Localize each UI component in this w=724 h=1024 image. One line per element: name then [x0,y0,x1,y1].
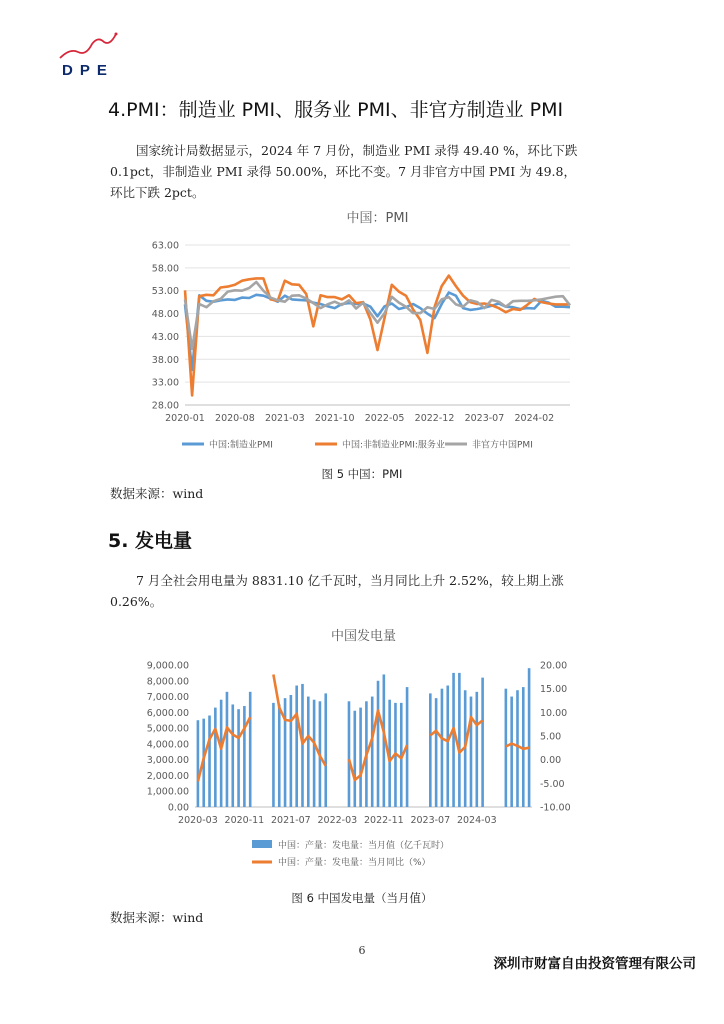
generation-bar [313,700,316,807]
y-tick-label: 28.00 [151,400,179,412]
y-left-tick-label: 1,000.00 [146,786,189,798]
generation-bar [528,668,531,807]
generation-bar [353,711,356,807]
y-right-tick-label: 15.00 [540,684,568,696]
y-left-tick-label: 4,000.00 [146,739,189,751]
generation-bar [446,686,449,807]
y-tick-label: 53.00 [151,286,179,298]
legend-swatch [252,840,272,848]
yoy-line [273,675,325,766]
x-tick-label: 2021-03 [264,413,305,424]
generation-bar [231,704,234,807]
section4-paragraph [110,140,630,203]
series-line [185,293,570,370]
generation-bar [348,701,351,807]
section5-title: 5. 发电量 [108,530,193,552]
y-tick-label: 33.00 [151,377,179,389]
generation-bar [377,681,380,807]
x-tick-label: 2023-07 [464,413,505,424]
y-left-tick-label: 0.00 [167,802,189,814]
pmi-chart-caption: 图 5 中国：PMI [321,467,403,481]
generation-bar [237,709,240,807]
generation-bar [290,695,293,807]
generation-bar [470,697,473,807]
generation-bar [371,697,374,807]
x-tick-label: 2020-03 [178,815,218,826]
x-tick-label: 2020-01 [165,413,205,424]
x-tick-label: 2023-07 [410,815,451,826]
generation-bar [359,708,362,807]
generation-bar [214,708,217,807]
y-right-tick-label: -10.00 [540,802,571,814]
y-left-tick-label: 8,000.00 [146,676,189,688]
chart-title: 中国发电量 [330,629,397,644]
generation-bar [441,689,444,807]
section4-paragraph-line: 环比下跌 2pct。 [110,185,205,200]
x-tick-label: 2024-03 [456,815,497,826]
y-left-tick-label: 3,000.00 [146,755,189,767]
y-right-tick-label: 5.00 [540,731,562,743]
generation-bar [452,673,455,807]
pmi-data-source: 数据来源：wind [110,486,204,501]
power-chart-caption: 图 6 中国发电量（当月值） [291,891,433,905]
generation-bar [226,692,229,807]
legend-label: 中国：产量：发电量：当月值（亿千瓦时） [278,841,450,851]
generation-bar [324,693,327,807]
legend-label: 中国:非制造业PMI:服务业 [342,440,445,451]
section5-paragraph-line: 0.26%。 [110,594,163,609]
generation-bar [278,704,281,807]
y-left-tick-label: 7,000.00 [146,692,189,704]
y-right-tick-label: -5.00 [540,778,565,790]
generation-bar [301,684,304,807]
x-tick-label: 2021-07 [271,815,311,826]
section5-paragraph-line: 7 月全社会用电量为 8831.10 亿千瓦时，当月同比上升 2.52%，较上期上涨 [136,573,564,588]
y-right-tick-label: 10.00 [540,707,568,719]
generation-bar [307,697,310,807]
generation-bar [516,690,519,807]
legend-label: 中国：产量：发电量：当月同比（%） [278,858,431,868]
generation-bar [243,706,246,807]
legend-label: 中国:制造业PMI [209,440,273,451]
y-right-tick-label: 0.00 [540,755,562,767]
y-tick-label: 38.00 [151,354,179,366]
generation-bar [284,698,287,807]
company-name: 深圳市财富自由投资管理有限公司 [493,956,696,972]
generation-bar [220,700,223,807]
page-number: 6 [358,944,366,957]
generation-bar [208,715,211,807]
x-tick-label: 2022-03 [317,815,358,826]
section4-paragraph-line: 0.1pct，非制造业 PMI 录得 50.00%，环比不变。7 月非官方中国 PMI 为 49.8， [110,164,576,179]
company-logo [58,30,122,82]
power-generation-chart-svg [100,620,630,885]
power-generation-chart [100,620,630,889]
legend-label: 非官方中国PMI [472,440,533,451]
y-tick-label: 58.00 [151,263,179,275]
y-right-tick-label: 20.00 [540,660,568,672]
generation-bar [249,692,252,807]
y-left-tick-label: 2,000.00 [146,770,189,782]
generation-bar [295,686,298,807]
y-tick-label: 63.00 [151,240,179,252]
section5-paragraph [110,570,630,612]
generation-bar [475,692,478,807]
generation-bar [435,698,438,807]
y-left-tick-label: 9,000.00 [146,660,189,672]
generation-bar [458,673,461,807]
y-left-tick-label: 5,000.00 [146,723,189,735]
pmi-chart [100,200,630,469]
generation-bar [429,693,432,807]
x-tick-label: 2020-11 [224,815,265,826]
generation-bar [481,678,484,807]
series-line [185,276,570,396]
x-tick-label: 2022-12 [414,413,455,424]
generation-bar [197,720,200,807]
chart-title: 中国：PMI [346,211,409,226]
logo-swoosh-icon [58,30,122,62]
pmi-chart-svg [100,200,630,465]
power-data-source: 数据来源：wind [110,910,204,925]
yoy-line [430,717,482,753]
x-tick-label: 2024-02 [514,413,555,424]
y-left-tick-label: 6,000.00 [146,707,189,719]
yoy-line [198,717,250,781]
y-tick-label: 43.00 [151,331,179,343]
y-tick-label: 48.00 [151,309,179,321]
x-tick-label: 2021-10 [314,413,355,424]
section4-paragraph-line: 国家统计局数据显示，2024 年 7 月份，制造业 PMI 录得 49.40 %，环比下跌 [136,143,578,158]
x-tick-label: 2022-05 [364,413,405,424]
x-tick-label: 2020-08 [215,413,255,424]
logo-text: DPE [62,62,114,79]
generation-bar [510,697,513,807]
section4-title: 4.PMI：制造业 PMI、服务业 PMI、非官方制造业 PMI [108,99,564,121]
x-tick-label: 2022-11 [363,815,404,826]
generation-bar [505,689,508,807]
generation-bar [272,703,275,807]
